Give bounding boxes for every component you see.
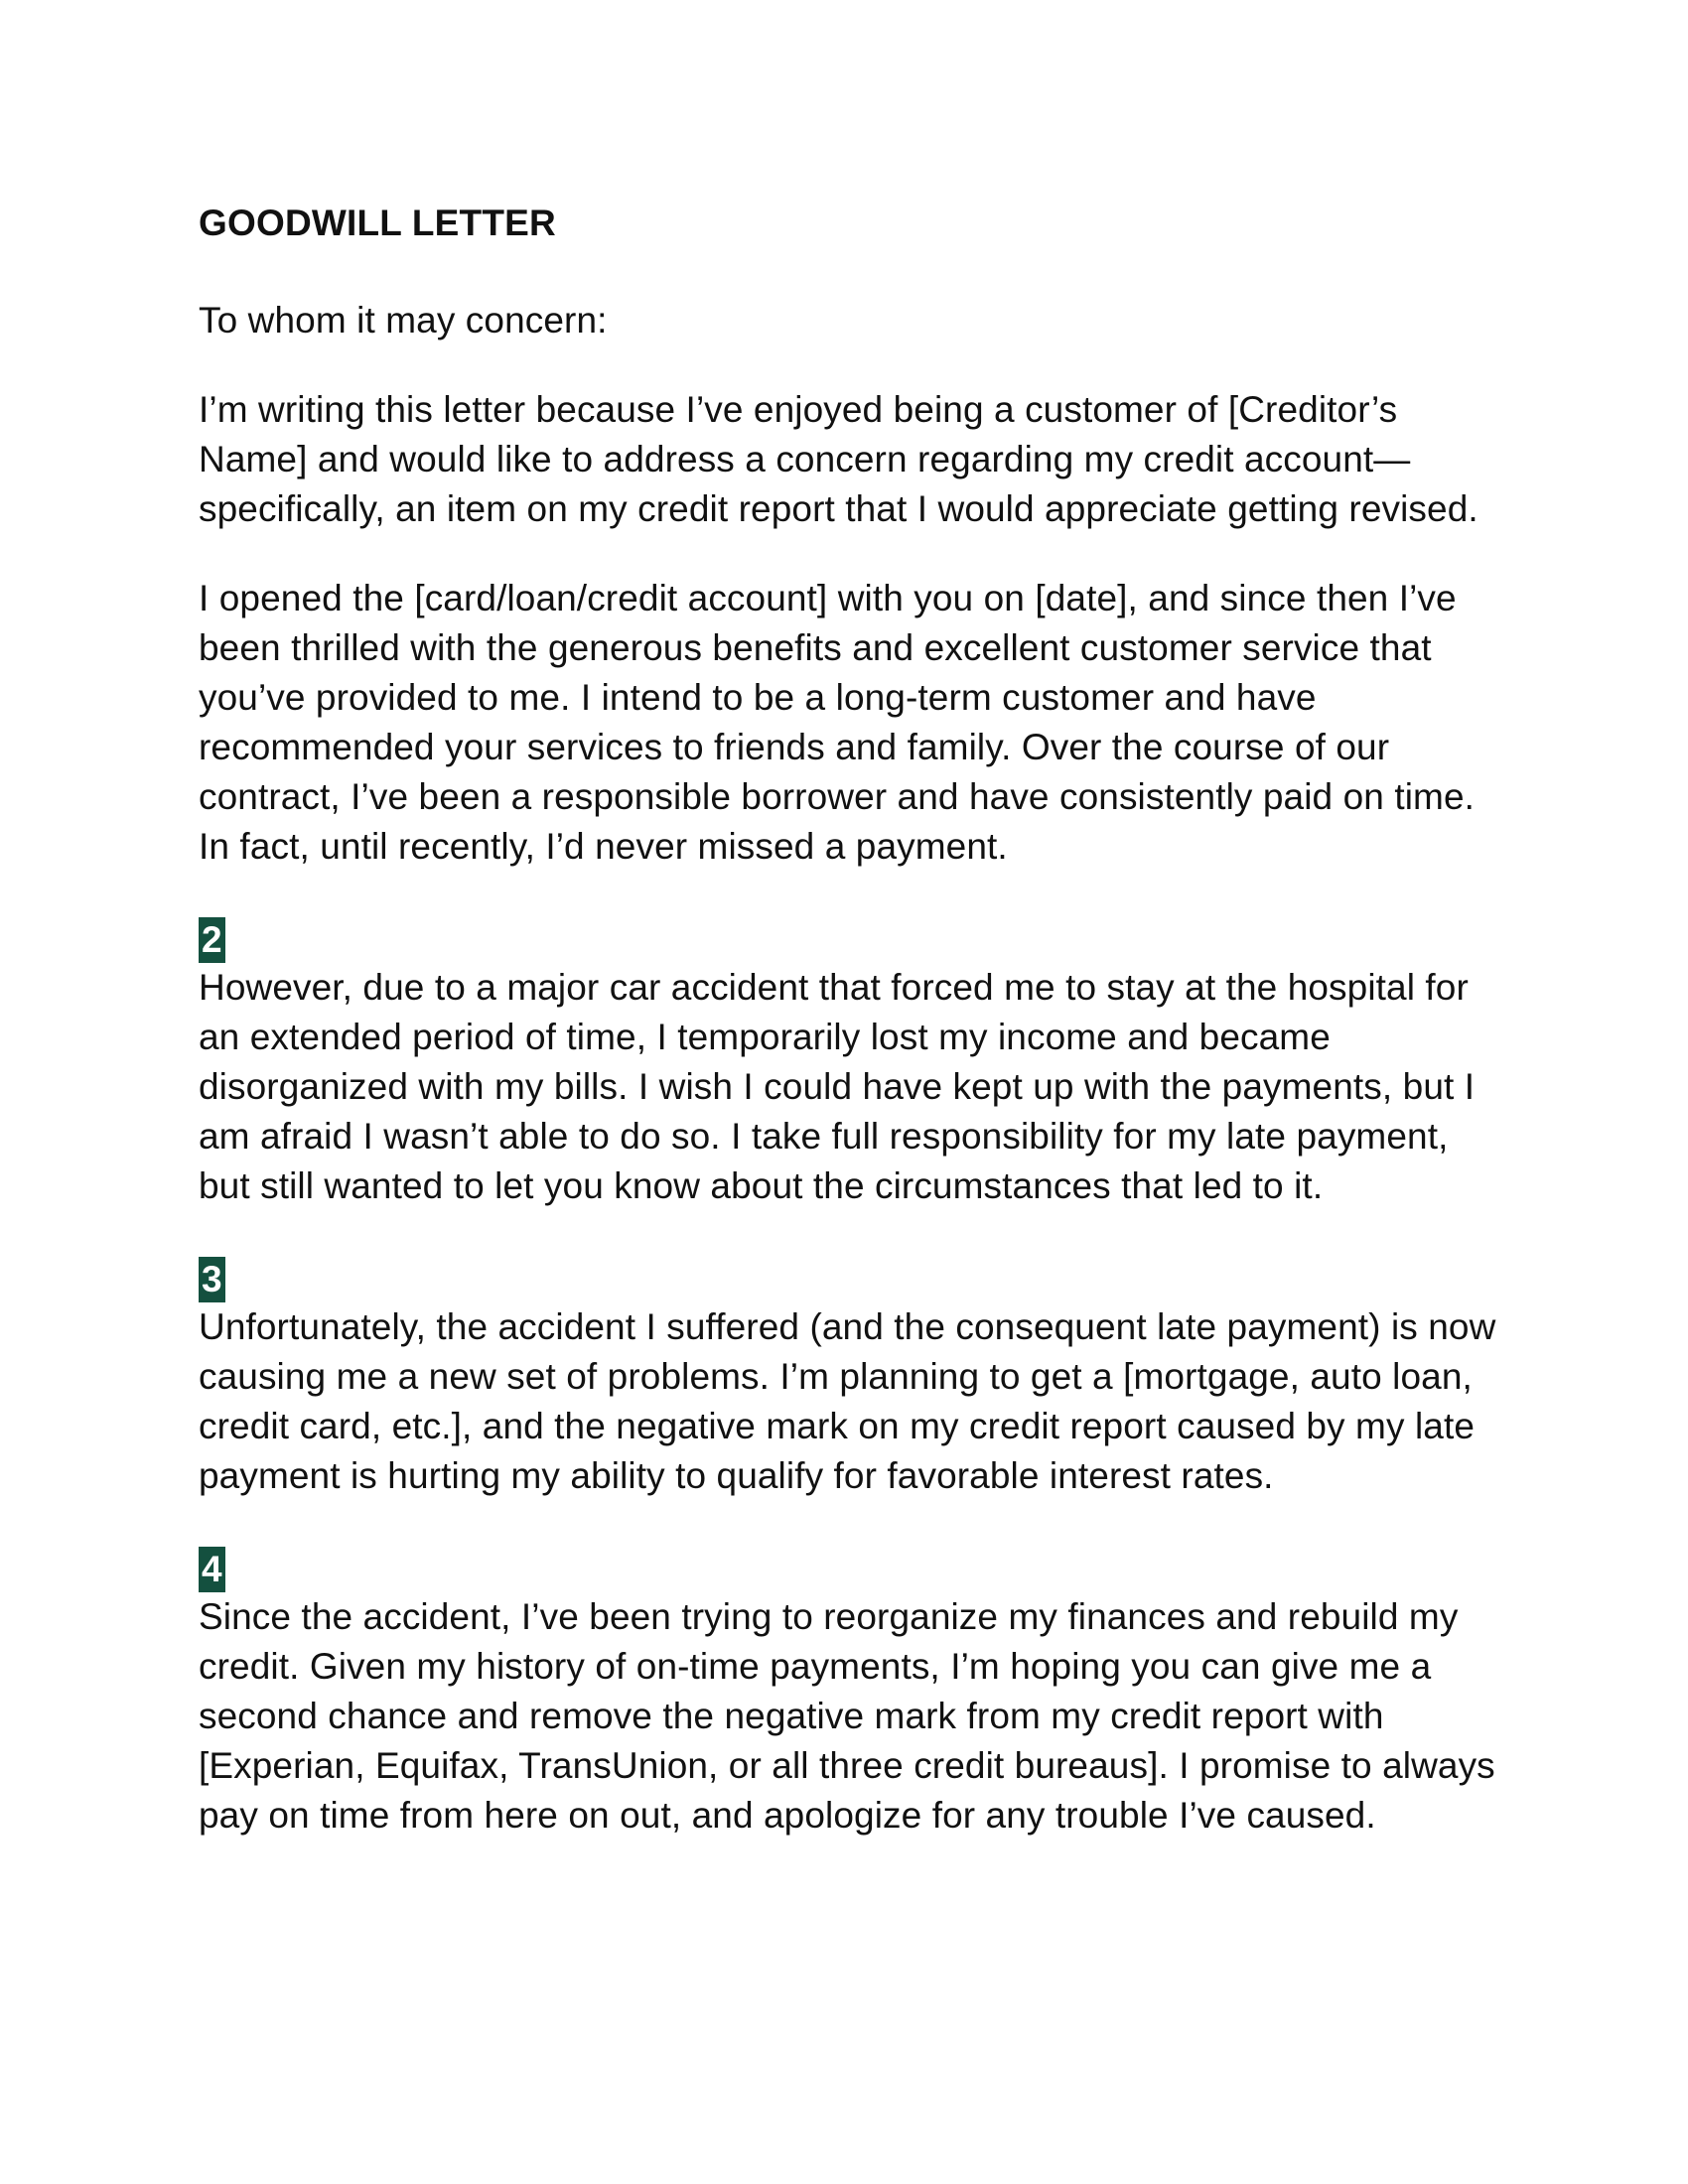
letter-page <box>199 199 1499 1880</box>
section-number-badge: 2 <box>199 917 225 963</box>
section-marker-2 <box>199 911 1499 963</box>
paragraph-intro: I’m writing this letter because I’ve enjoyed being a customer of [Creditor’s Name] and would like to address a concern regarding my credit account—specifically, an item on my credit report that I would appreciate getting revised. <box>199 389 1478 529</box>
paragraph-circumstances: However, due to a major car accident that forced me to stay at the hospital for an extended period of time, I temporarily lost my income and became disorganized with my bills. I wish I could have kept up with the payments, but I am afraid I wasn’t able to do so. I take full responsibility for my late payment, but still wanted to let you know about the circumstances that led to it. <box>199 967 1476 1206</box>
section-marker-4 <box>199 1541 1499 1592</box>
paragraph-request: Since the accident, I’ve been trying to reorganize my finances and rebuild my credit. Given my history of on-time payments, I’m hoping you can give me a second chance and remove the negative mark from my credit report with [Experian, Equifax, TransUnion, or all three credit bureaus]. I promise to always pay on time from here on out, and apologize for any trouble I’ve caused. <box>199 1596 1495 1836</box>
salutation: To whom it may concern: <box>199 300 608 341</box>
section-number-badge: 4 <box>199 1547 225 1592</box>
letter-title: GOODWILL LETTER <box>199 203 556 243</box>
paragraph-account-history: I opened the [card/loan/credit account] with you on [date], and since then I’ve been thrilled with the generous benefits and excellent customer service that you’ve provided to me. I intend to be a long-term customer and have recommended your services to friends and family. Over the course of our contract, I’ve been a responsible borrower and have consistently paid on time. In fact, until recently, I’d never missed a payment. <box>199 578 1476 867</box>
paragraph-problems: Unfortunately, the accident I suffered (and the consequent late payment) is now causing me a new set of problems. I’m planning to get a [mortgage, auto loan, credit card, etc.], and the negative mark on my credit report caused by my late payment is hurting my ability to qualify for favorable interest rates. <box>199 1306 1496 1496</box>
section-marker-3 <box>199 1251 1499 1302</box>
section-number-badge: 3 <box>199 1257 225 1302</box>
